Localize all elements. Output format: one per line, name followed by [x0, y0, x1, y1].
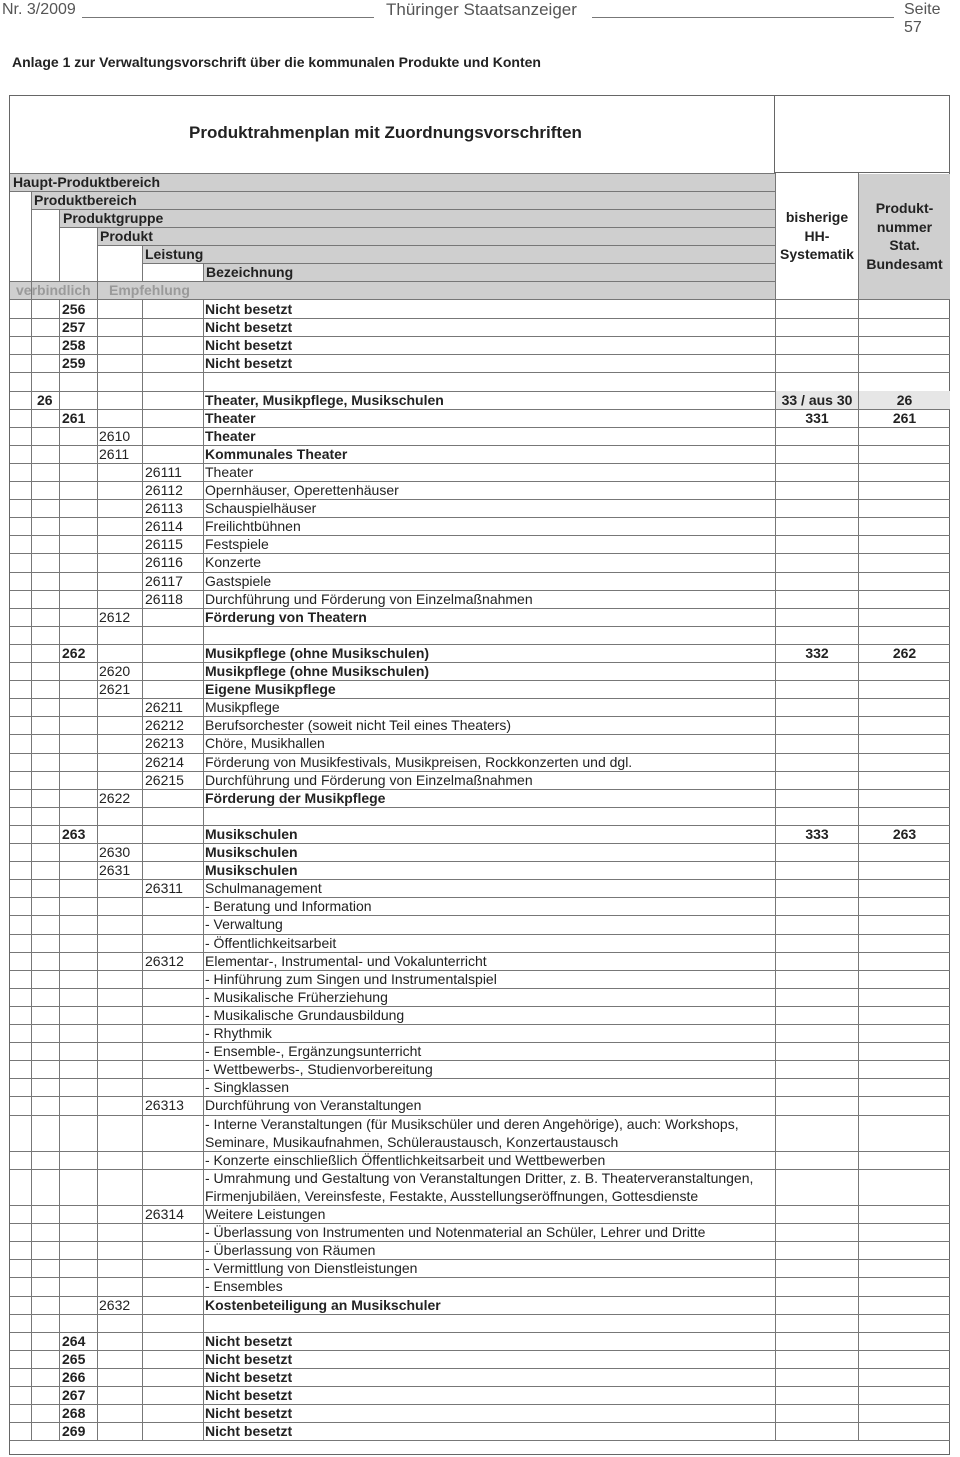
produktgruppe-number: 265: [62, 1350, 86, 1367]
leistung-number: 26112: [145, 482, 183, 498]
grid-line: [31, 191, 32, 299]
level-row-3: [59, 209, 775, 227]
grid-line: [10, 843, 950, 844]
bezeichnung-text: Musikpflege (ohne Musikschulen): [205, 644, 430, 661]
produktgruppe-number: 264: [62, 1332, 86, 1349]
bezeichnung-text: Schauspielhäuser: [205, 500, 317, 517]
bezeichnung-text: Kostenbeteiligung an Musikschuler: [205, 1296, 441, 1313]
bezeichnung-text: - Konzerte einschließlich Öffentlichkeitsarbeit und Wettbewerben: [205, 1151, 606, 1168]
bezeichnung-text: Musikschulen: [205, 862, 298, 879]
produkt-number: 2621: [99, 681, 131, 698]
grid-line: [10, 1350, 950, 1351]
bezeichnung-text: Musikschulen: [205, 844, 298, 860]
produkt-number: 2612: [99, 608, 131, 625]
stat-bundesamt-value: 263: [892, 825, 917, 842]
hh-systematik-header: [776, 174, 858, 300]
bezeichnung-text: - Musikalische Früherziehung: [205, 988, 388, 1005]
title-side-cell: [775, 95, 950, 173]
bezeichnung-text: Theater: [205, 409, 256, 426]
bezeichnung-text: - Verwaltung: [205, 916, 283, 933]
hh-systematik-value: 331: [805, 409, 829, 426]
bezeichnung-text: Nicht besetzt: [205, 1368, 293, 1385]
grid-line: [10, 626, 950, 627]
level-leistung: Leistung: [145, 246, 204, 262]
grid-line: [10, 173, 775, 174]
annex-title: Anlage 1 zur Verwaltungsvorschrift über die kommunalen Produkte und Konten: [12, 54, 541, 70]
grid-line: [858, 173, 859, 300]
bezeichnung-text: - Umrahmung und Gestaltung von Veranstaltungen Dritter, z. B. Theaterveranstaltungen,: [205, 1169, 754, 1186]
grid-line: [59, 227, 775, 228]
grid-line: [10, 1296, 950, 1297]
bezeichnung-text: - Musikalische Grundausbildung: [205, 1006, 405, 1023]
grid-line: [10, 191, 775, 192]
produktgruppe-number: 257: [62, 319, 86, 336]
bezeichnung-text: Musikschulen: [205, 825, 298, 842]
grid-line: [31, 209, 775, 210]
legend-recommended: Empfehlung: [109, 282, 190, 298]
produkt-number: 2622: [99, 789, 131, 806]
produkt-number: 2610: [99, 427, 131, 444]
bezeichnung-text: - Wettbewerbs-, Studienvorbereitung: [205, 1061, 433, 1078]
stat-bundesamt-value: 261: [892, 409, 917, 426]
produktgruppe-number: 258: [62, 337, 86, 354]
produktgruppe-number: 266: [62, 1368, 86, 1385]
grid-line: [10, 299, 950, 300]
bezeichnung-text: Freilichtbühnen: [205, 518, 301, 535]
bezeichnung-text: Konzerte: [205, 554, 262, 571]
level-row-4: [97, 227, 775, 245]
leistung-number: 26312: [145, 952, 184, 969]
bezeichnung-text: Nicht besetzt: [205, 337, 293, 354]
produkt-number: 2630: [99, 844, 131, 860]
bezeichnung-text: Weitere Leistungen: [205, 1206, 326, 1222]
bezeichnung-text: - Hinführung zum Singen und Instrumentalspiel: [205, 970, 497, 987]
leistung-number: 26214: [145, 753, 184, 770]
bezeichnung-text: Nicht besetzt: [205, 319, 293, 336]
grid-line: [142, 263, 775, 264]
bezeichnung-text: Opernhäuser, Operettenhäuser: [205, 482, 399, 498]
grid-line: [10, 372, 950, 373]
level-produktgruppe: Produktgruppe: [63, 210, 164, 226]
stat-header-line-2: nummer: [876, 219, 933, 235]
produktgruppe-number: 267: [62, 1387, 86, 1403]
leistung-number: 26311: [145, 880, 183, 897]
produktgruppe-number: 263: [62, 825, 86, 842]
grid-line: [142, 300, 143, 1440]
grid-line: [10, 1078, 950, 1079]
produktbereich-number: 26: [37, 391, 53, 408]
grid-line: [59, 209, 60, 281]
bezeichnung-text: Förderung der Musikpflege: [205, 789, 386, 806]
bezeichnung-text: Nicht besetzt: [205, 1387, 293, 1403]
leistung-number: 26212: [145, 717, 184, 734]
bezeichnung-continuation: Firmenjubiläen, Vereinsfeste, Festakte, Ausstellungseröffnungen, Gottesdienste: [205, 1187, 699, 1204]
grid-line: [10, 915, 950, 916]
bezeichnung-text: - Beratung und Information: [205, 898, 372, 915]
grid-line: [97, 227, 98, 299]
grid-line: [10, 336, 950, 337]
bezeichnung-text: - Ensembles: [205, 1278, 283, 1295]
grid-line: [10, 897, 950, 898]
grid-line: [10, 354, 950, 355]
produktgruppe-number: 259: [62, 355, 86, 372]
bezeichnung-text: - Überlassung von Räumen: [205, 1242, 376, 1259]
leistung-number: 26117: [145, 572, 183, 589]
grid-line: [10, 281, 775, 282]
bezeichnung-text: Durchführung und Förderung von Einzelmaßnahmen: [205, 771, 533, 788]
bezeichnung-text: - Öffentlichkeitsarbeit: [205, 934, 337, 951]
bezeichnung-text: - Überlassung von Instrumenten und Notenmaterial an Schüler, Lehrer und Dritte: [205, 1224, 706, 1241]
leistung-number: 26313: [145, 1097, 184, 1114]
level-row-5: [142, 245, 775, 263]
grid-line: [203, 300, 204, 1440]
legend-binding: verbindlich: [16, 282, 91, 298]
grid-line: [10, 988, 950, 989]
stat-header-line-4: Bundesamt: [866, 256, 943, 272]
bezeichnung-text: - Singklassen: [205, 1079, 290, 1096]
publication-title: Thüringer Staatsanzeiger: [386, 0, 577, 19]
bezeichnung-text: Theater: [205, 427, 256, 444]
bezeichnung-text: Förderung von Musikfestivals, Musikpreisen, Rockkonzerten und dgl.: [205, 753, 633, 770]
grid-line: [10, 1368, 950, 1369]
grid-line: [10, 861, 950, 862]
leistung-number: 26113: [145, 500, 183, 517]
bezeichnung-text: Theater, Musikpflege, Musikschulen: [205, 391, 444, 408]
grid-line: [10, 1259, 950, 1260]
grid-line: [97, 245, 775, 246]
leistung-number: 26118: [145, 590, 183, 607]
grid-line: [10, 1042, 950, 1043]
bezeichnung-text: Durchführung und Förderung von Einzelmaßnahmen: [205, 590, 533, 607]
bezeichnung-text: Elementar-, Instrumental- und Vokalunterricht: [205, 952, 487, 969]
grid-line: [10, 1314, 950, 1315]
grid-line: [10, 427, 950, 428]
hh-systematik-value: 333: [805, 825, 829, 842]
grid-line: [775, 173, 776, 300]
bezeichnung-text: Eigene Musikpflege: [205, 681, 336, 698]
bezeichnung-text: - Rhythmik: [205, 1025, 272, 1041]
grid-line: [775, 300, 776, 1440]
stat-bundesamt-value: 26: [896, 391, 913, 408]
leistung-number: 26116: [145, 554, 183, 571]
bezeichnung-text: Musikpflege: [205, 699, 280, 716]
produkt-number: 2611: [99, 445, 130, 462]
grid-line: [10, 318, 950, 319]
bezeichnung-text: - Interne Veranstaltungen (für Musikschüler und deren Angehörige), auch: Workshops,: [205, 1115, 739, 1132]
hh-systematik-value: 332: [805, 644, 829, 661]
grid-line: [31, 300, 32, 1440]
level-row-6: [203, 263, 775, 281]
bezeichnung-text: Berufsorchester (soweit nicht Teil eines Theaters): [205, 717, 512, 734]
grid-line: [10, 1241, 950, 1242]
bezeichnung-text: - Ensemble-, Ergänzungsunterricht: [205, 1043, 422, 1060]
level-row-2: [31, 191, 775, 209]
leistung-number: 26114: [145, 518, 183, 535]
grid-line: [10, 789, 950, 790]
title-cell: [9, 95, 775, 173]
bezeichnung-text: Nicht besetzt: [205, 1332, 293, 1349]
hh-systematik-value: 33 / aus 30: [781, 391, 853, 408]
grid-line: [10, 1422, 950, 1423]
bezeichnung-continuation: Seminare, Musikaufnahmen, Schüleraustausch, Konzertaustausch: [205, 1133, 619, 1150]
bezeichnung-text: Nicht besetzt: [205, 301, 293, 317]
leistung-number: 26213: [145, 735, 184, 752]
grid-line: [10, 1024, 950, 1025]
grid-line: [10, 608, 950, 609]
bezeichnung-text: Nicht besetzt: [205, 1350, 293, 1367]
hh-header-line-1: bisherige: [785, 209, 849, 225]
bezeichnung-text: Durchführung von Veranstaltungen: [205, 1097, 422, 1114]
leistung-number: 26115: [145, 536, 183, 553]
bezeichnung-text: Nicht besetzt: [205, 1423, 293, 1440]
grid-line: [142, 245, 143, 281]
grid-line: [10, 662, 950, 663]
issue-number: Nr. 3/2009: [2, 1, 76, 18]
grid-line: [10, 1006, 950, 1007]
grid-line: [203, 263, 204, 281]
stat-bundesamt-value: 262: [892, 644, 917, 661]
bezeichnung-text: Förderung von Theatern: [205, 608, 367, 625]
bezeichnung-text: Kommunales Theater: [205, 445, 348, 462]
produktgruppe-number: 261: [62, 409, 86, 426]
grid-line: [10, 934, 950, 935]
level-haupt-produktbereich: Haupt-Produktbereich: [13, 174, 161, 190]
produktgruppe-number: 256: [62, 301, 86, 317]
produktgruppe-number: 262: [62, 644, 86, 661]
bezeichnung-text: Gastspiele: [205, 572, 272, 589]
produktgruppe-number: 268: [62, 1405, 86, 1422]
leistung-number: 26314: [145, 1206, 184, 1222]
produktgruppe-number: 269: [62, 1423, 86, 1440]
level-produkt: Produkt: [100, 228, 153, 244]
hh-header-line-2: HH-: [804, 228, 830, 244]
stat-header-line-1: Produkt-: [875, 200, 934, 216]
table-title: Produktrahmenplan mit Zuordnungsvorschriften: [189, 123, 582, 142]
leistung-number: 26215: [145, 771, 184, 788]
bezeichnung-text: - Vermittlung von Dienstleistungen: [205, 1260, 418, 1277]
grid-line: [10, 1332, 950, 1333]
bezeichnung-text: Festspiele: [205, 536, 269, 553]
hh-header-line-3: Systematik: [780, 246, 854, 262]
bezeichnung-text: Nicht besetzt: [205, 355, 293, 372]
grid-line: [858, 300, 859, 1440]
stat-bundesamt-header: [859, 174, 950, 300]
grid-line: [10, 1060, 950, 1061]
stat-header-line-3: Stat.: [889, 237, 920, 253]
bezeichnung-text: Theater: [205, 463, 254, 480]
leistung-number: 26211: [145, 699, 183, 716]
bezeichnung-text: Nicht besetzt: [205, 1405, 293, 1422]
grid-line: [97, 300, 98, 1440]
bezeichnung-text: Chöre, Musikhallen: [205, 735, 325, 752]
produkt-number: 2620: [99, 663, 131, 679]
page-number: Seite 57: [904, 1, 941, 36]
grid-line: [10, 807, 950, 808]
produkt-number: 2632: [99, 1296, 131, 1313]
bezeichnung-text: Schulmanagement: [205, 880, 322, 897]
grid-line: [10, 1404, 950, 1405]
grid-line: [10, 1440, 950, 1441]
grid-line: [10, 680, 950, 681]
grid-line: [59, 300, 60, 1440]
level-bezeichnung: Bezeichnung: [206, 264, 294, 280]
legend-row: [10, 281, 775, 299]
level-produktbereich: Produktbereich: [34, 192, 137, 208]
grid-line: [10, 445, 950, 446]
bezeichnung-text: Musikpflege (ohne Musikschulen): [205, 663, 430, 679]
grid-line: [10, 1277, 950, 1278]
level-row-1: [10, 173, 775, 191]
produkt-number: 2631: [99, 862, 131, 879]
leistung-number: 26111: [145, 463, 182, 480]
grid-line: [10, 1386, 950, 1387]
